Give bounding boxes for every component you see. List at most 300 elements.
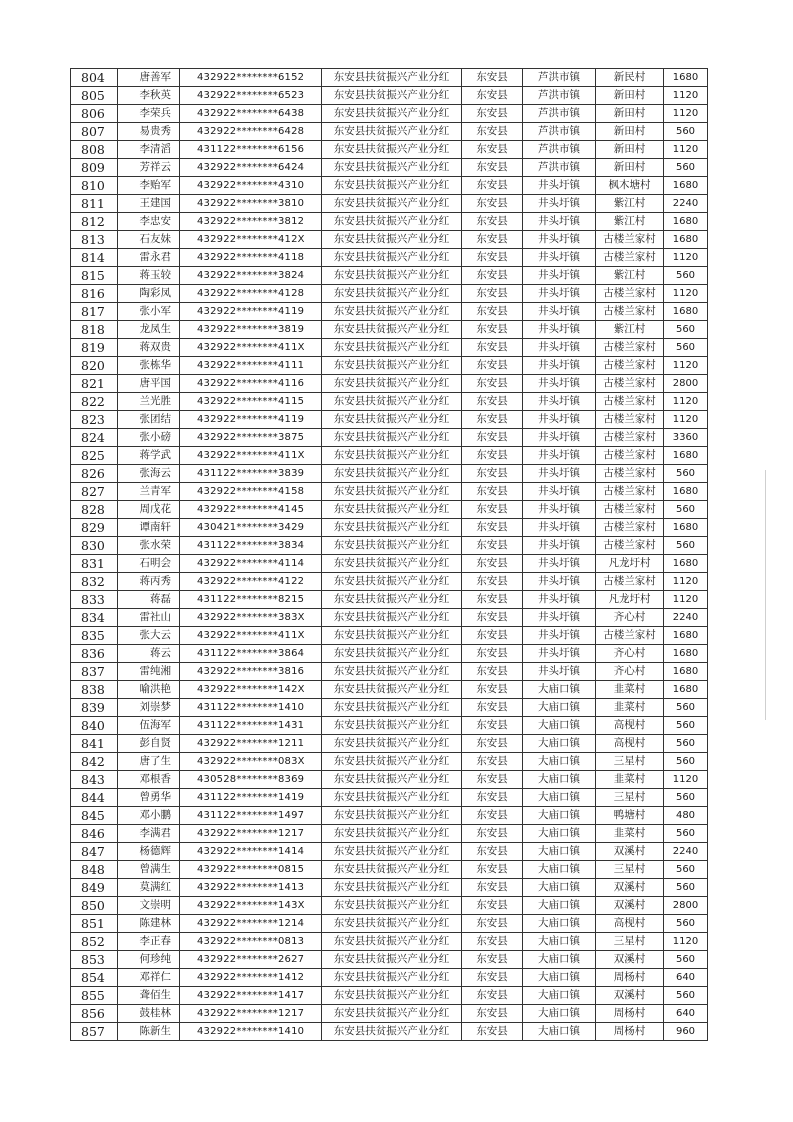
- town-name: 芦洪市镇: [523, 123, 596, 141]
- town-name: 大庙口镇: [523, 879, 596, 897]
- county-name: 东安县: [462, 609, 523, 627]
- county-name: 东安县: [462, 267, 523, 285]
- id-number: 432922********083X: [180, 753, 322, 771]
- amount: 560: [664, 699, 708, 717]
- town-name: 大庙口镇: [523, 825, 596, 843]
- county-name: 东安县: [462, 825, 523, 843]
- county-name: 东安县: [462, 321, 523, 339]
- county-name: 东安县: [462, 969, 523, 987]
- id-number: 432922********3819: [180, 321, 322, 339]
- town-name: 大庙口镇: [523, 861, 596, 879]
- amount: 1120: [664, 933, 708, 951]
- id-number: 430528********8369: [180, 771, 322, 789]
- table-row: [71, 249, 708, 267]
- village-name: 三星村: [596, 933, 664, 951]
- person-name: 曾满生: [118, 861, 180, 879]
- table-row: [71, 87, 708, 105]
- id-number: 431122********8215: [180, 591, 322, 609]
- town-name: 井头圩镇: [523, 231, 596, 249]
- town-name: 大庙口镇: [523, 897, 596, 915]
- row-number: 840: [71, 717, 118, 735]
- row-number: 811: [71, 195, 118, 213]
- town-name: 芦洪市镇: [523, 105, 596, 123]
- row-number: 830: [71, 537, 118, 555]
- id-number: 431122********1497: [180, 807, 322, 825]
- row-number: 853: [71, 951, 118, 969]
- county-name: 东安县: [462, 717, 523, 735]
- id-number: 432922********411X: [180, 339, 322, 357]
- id-number: 432922********4145: [180, 501, 322, 519]
- project-name: 东安县扶贫振兴产业分红: [322, 969, 462, 987]
- id-number: 432922********4310: [180, 177, 322, 195]
- person-name: 邓小鹏: [118, 807, 180, 825]
- row-number: 833: [71, 591, 118, 609]
- county-name: 东安县: [462, 177, 523, 195]
- project-name: 东安县扶贫振兴产业分红: [322, 699, 462, 717]
- amount: 560: [664, 951, 708, 969]
- row-number: 852: [71, 933, 118, 951]
- id-number: 432922********3812: [180, 213, 322, 231]
- id-number: 432922********6428: [180, 123, 322, 141]
- town-name: 大庙口镇: [523, 789, 596, 807]
- county-name: 东安县: [462, 951, 523, 969]
- amount: 560: [664, 501, 708, 519]
- village-name: 紫江村: [596, 213, 664, 231]
- table-row: [71, 951, 708, 969]
- amount: 560: [664, 717, 708, 735]
- row-number: 847: [71, 843, 118, 861]
- county-name: 东安县: [462, 69, 523, 87]
- village-name: 双溪村: [596, 879, 664, 897]
- row-number: 844: [71, 789, 118, 807]
- project-name: 东安县扶贫振兴产业分红: [322, 681, 462, 699]
- county-name: 东安县: [462, 537, 523, 555]
- village-name: 双溪村: [596, 951, 664, 969]
- county-name: 东安县: [462, 753, 523, 771]
- project-name: 东安县扶贫振兴产业分红: [322, 573, 462, 591]
- row-number: 828: [71, 501, 118, 519]
- village-name: 鸭塘村: [596, 807, 664, 825]
- county-name: 东安县: [462, 303, 523, 321]
- table-row: [71, 627, 708, 645]
- amount: 1680: [664, 681, 708, 699]
- person-name: 蒋学武: [118, 447, 180, 465]
- amount: 1120: [664, 591, 708, 609]
- row-number: 829: [71, 519, 118, 537]
- county-name: 东安县: [462, 933, 523, 951]
- county-name: 东安县: [462, 447, 523, 465]
- table-row: [71, 69, 708, 87]
- project-name: 东安县扶贫振兴产业分红: [322, 627, 462, 645]
- table-row: [71, 663, 708, 681]
- village-name: 古楼兰家村: [596, 627, 664, 645]
- amount: 640: [664, 969, 708, 987]
- id-number: 432922********1214: [180, 915, 322, 933]
- person-name: 喻洪艳: [118, 681, 180, 699]
- village-name: 新田村: [596, 123, 664, 141]
- person-name: 石明会: [118, 555, 180, 573]
- person-name: 邓祥仁: [118, 969, 180, 987]
- town-name: 井头圩镇: [523, 645, 596, 663]
- person-name: 蒋丙秀: [118, 573, 180, 591]
- row-number: 832: [71, 573, 118, 591]
- town-name: 芦洪市镇: [523, 141, 596, 159]
- person-name: 鼓桂林: [118, 1005, 180, 1023]
- id-number: 431122********1410: [180, 699, 322, 717]
- project-name: 东安县扶贫振兴产业分红: [322, 429, 462, 447]
- county-name: 东安县: [462, 195, 523, 213]
- project-name: 东安县扶贫振兴产业分红: [322, 303, 462, 321]
- town-name: 大庙口镇: [523, 951, 596, 969]
- county-name: 东安县: [462, 681, 523, 699]
- table-row: [71, 321, 708, 339]
- county-name: 东安县: [462, 339, 523, 357]
- village-name: 双溪村: [596, 843, 664, 861]
- row-number: 821: [71, 375, 118, 393]
- row-number: 813: [71, 231, 118, 249]
- row-number: 810: [71, 177, 118, 195]
- town-name: 大庙口镇: [523, 681, 596, 699]
- village-name: 古楼兰家村: [596, 303, 664, 321]
- village-name: 齐心村: [596, 609, 664, 627]
- row-number: 827: [71, 483, 118, 501]
- person-name: 兰青军: [118, 483, 180, 501]
- county-name: 东安县: [462, 213, 523, 231]
- id-number: 432922********6438: [180, 105, 322, 123]
- town-name: 井头圩镇: [523, 627, 596, 645]
- village-name: 古楼兰家村: [596, 501, 664, 519]
- town-name: 井头圩镇: [523, 555, 596, 573]
- row-number: 849: [71, 879, 118, 897]
- village-name: 三星村: [596, 861, 664, 879]
- table-row: [71, 429, 708, 447]
- county-name: 东安县: [462, 843, 523, 861]
- person-name: 蒋玉较: [118, 267, 180, 285]
- row-number: 841: [71, 735, 118, 753]
- project-name: 东安县扶贫振兴产业分红: [322, 753, 462, 771]
- village-name: 古楼兰家村: [596, 429, 664, 447]
- table-row: [71, 609, 708, 627]
- county-name: 东安县: [462, 987, 523, 1005]
- town-name: 大庙口镇: [523, 1005, 596, 1023]
- table-row: [71, 501, 708, 519]
- county-name: 东安县: [462, 591, 523, 609]
- project-name: 东安县扶贫振兴产业分红: [322, 393, 462, 411]
- id-number: 432922********411X: [180, 447, 322, 465]
- id-number: 431122********3834: [180, 537, 322, 555]
- person-name: 雷社山: [118, 609, 180, 627]
- town-name: 井头圩镇: [523, 303, 596, 321]
- amount: 560: [664, 321, 708, 339]
- county-name: 东安县: [462, 483, 523, 501]
- town-name: 大庙口镇: [523, 807, 596, 825]
- county-name: 东安县: [462, 357, 523, 375]
- row-number: 804: [71, 69, 118, 87]
- person-name: 陶彩凤: [118, 285, 180, 303]
- id-number: 431122********3864: [180, 645, 322, 663]
- village-name: 韭菜村: [596, 771, 664, 789]
- project-name: 东安县扶贫振兴产业分红: [322, 771, 462, 789]
- village-name: 韭菜村: [596, 825, 664, 843]
- table-row: [71, 1005, 708, 1023]
- village-name: 新田村: [596, 105, 664, 123]
- village-name: 古楼兰家村: [596, 537, 664, 555]
- id-number: 432922********4122: [180, 573, 322, 591]
- row-number: 814: [71, 249, 118, 267]
- table-row: [71, 753, 708, 771]
- town-name: 井头圩镇: [523, 339, 596, 357]
- row-number: 839: [71, 699, 118, 717]
- id-number: 432922********3810: [180, 195, 322, 213]
- village-name: 新田村: [596, 159, 664, 177]
- project-name: 东安县扶贫振兴产业分红: [322, 897, 462, 915]
- id-number: 432922********4111: [180, 357, 322, 375]
- id-number: 432922********4128: [180, 285, 322, 303]
- town-name: 井头圩镇: [523, 393, 596, 411]
- person-name: 李清滔: [118, 141, 180, 159]
- project-name: 东安县扶贫振兴产业分红: [322, 1023, 462, 1041]
- village-name: 古楼兰家村: [596, 411, 664, 429]
- village-name: 韭菜村: [596, 699, 664, 717]
- county-name: 东安县: [462, 123, 523, 141]
- project-name: 东安县扶贫振兴产业分红: [322, 267, 462, 285]
- town-name: 芦洪市镇: [523, 159, 596, 177]
- town-name: 大庙口镇: [523, 969, 596, 987]
- amount: 1680: [664, 69, 708, 87]
- table-row: [71, 807, 708, 825]
- amount: 1120: [664, 411, 708, 429]
- amount: 1680: [664, 645, 708, 663]
- amount: 1680: [664, 483, 708, 501]
- village-name: 齐心村: [596, 663, 664, 681]
- person-name: 雷纯湘: [118, 663, 180, 681]
- village-name: 高枧村: [596, 915, 664, 933]
- person-name: 蒋云: [118, 645, 180, 663]
- id-number: 432922********1410: [180, 1023, 322, 1041]
- person-name: 张水荣: [118, 537, 180, 555]
- person-name: 李秋英: [118, 87, 180, 105]
- amount: 1120: [664, 141, 708, 159]
- village-name: 古楼兰家村: [596, 249, 664, 267]
- village-name: 古楼兰家村: [596, 519, 664, 537]
- row-number: 854: [71, 969, 118, 987]
- project-name: 东安县扶贫振兴产业分红: [322, 213, 462, 231]
- person-name: 唐善军: [118, 69, 180, 87]
- id-number: 432922********0815: [180, 861, 322, 879]
- row-number: 823: [71, 411, 118, 429]
- project-name: 东安县扶贫振兴产业分红: [322, 159, 462, 177]
- id-number: 432922********4119: [180, 303, 322, 321]
- county-name: 东安县: [462, 1023, 523, 1041]
- county-name: 东安县: [462, 645, 523, 663]
- town-name: 井头圩镇: [523, 411, 596, 429]
- row-number: 851: [71, 915, 118, 933]
- county-name: 东安县: [462, 897, 523, 915]
- county-name: 东安县: [462, 159, 523, 177]
- project-name: 东安县扶贫振兴产业分红: [322, 339, 462, 357]
- county-name: 东安县: [462, 231, 523, 249]
- project-name: 东安县扶贫振兴产业分红: [322, 465, 462, 483]
- county-name: 东安县: [462, 519, 523, 537]
- id-number: 432922********6424: [180, 159, 322, 177]
- person-name: 张海云: [118, 465, 180, 483]
- amount: 1120: [664, 357, 708, 375]
- id-number: 432922********143X: [180, 897, 322, 915]
- county-name: 东安县: [462, 861, 523, 879]
- village-name: 高枧村: [596, 735, 664, 753]
- row-number: 817: [71, 303, 118, 321]
- row-number: 808: [71, 141, 118, 159]
- person-name: 唐平国: [118, 375, 180, 393]
- village-name: 紫江村: [596, 321, 664, 339]
- project-name: 东安县扶贫振兴产业分红: [322, 483, 462, 501]
- person-name: 张团结: [118, 411, 180, 429]
- project-name: 东安县扶贫振兴产业分红: [322, 537, 462, 555]
- amount: 1120: [664, 87, 708, 105]
- row-number: 812: [71, 213, 118, 231]
- person-name: 雷永君: [118, 249, 180, 267]
- amount: 640: [664, 1005, 708, 1023]
- town-name: 井头圩镇: [523, 429, 596, 447]
- row-number: 845: [71, 807, 118, 825]
- id-number: 432922********4115: [180, 393, 322, 411]
- amount: 560: [664, 735, 708, 753]
- table-row: [71, 267, 708, 285]
- person-name: 芳祥云: [118, 159, 180, 177]
- person-name: 周戊花: [118, 501, 180, 519]
- project-name: 东安县扶贫振兴产业分红: [322, 141, 462, 159]
- person-name: 李忠安: [118, 213, 180, 231]
- project-name: 东安县扶贫振兴产业分红: [322, 375, 462, 393]
- amount: 1120: [664, 285, 708, 303]
- row-number: 822: [71, 393, 118, 411]
- table-row: [71, 105, 708, 123]
- person-name: 石友妹: [118, 231, 180, 249]
- row-number: 848: [71, 861, 118, 879]
- project-name: 东安县扶贫振兴产业分红: [322, 825, 462, 843]
- scan-edge-line: [765, 470, 766, 720]
- county-name: 东安县: [462, 285, 523, 303]
- id-number: 431122********1419: [180, 789, 322, 807]
- amount: 1120: [664, 249, 708, 267]
- town-name: 井头圩镇: [523, 249, 596, 267]
- amount: 2240: [664, 195, 708, 213]
- row-number: 820: [71, 357, 118, 375]
- village-name: 古楼兰家村: [596, 465, 664, 483]
- id-number: 432922********1412: [180, 969, 322, 987]
- id-number: 432922********411X: [180, 627, 322, 645]
- id-number: 432922********1211: [180, 735, 322, 753]
- person-name: 张栋华: [118, 357, 180, 375]
- project-name: 东安县扶贫振兴产业分红: [322, 645, 462, 663]
- id-number: 432922********1217: [180, 825, 322, 843]
- town-name: 井头圩镇: [523, 465, 596, 483]
- project-name: 东安县扶贫振兴产业分红: [322, 717, 462, 735]
- village-name: 古楼兰家村: [596, 483, 664, 501]
- county-name: 东安县: [462, 1005, 523, 1023]
- row-number: 831: [71, 555, 118, 573]
- amount: 560: [664, 159, 708, 177]
- table-row: [71, 681, 708, 699]
- table-row: [71, 573, 708, 591]
- project-name: 东安县扶贫振兴产业分红: [322, 987, 462, 1005]
- town-name: 井头圩镇: [523, 663, 596, 681]
- table-row: [71, 771, 708, 789]
- table-row: [71, 1023, 708, 1041]
- project-name: 东安县扶贫振兴产业分红: [322, 861, 462, 879]
- village-name: 周杨村: [596, 1023, 664, 1041]
- village-name: 新田村: [596, 141, 664, 159]
- row-number: 815: [71, 267, 118, 285]
- table-row: [71, 411, 708, 429]
- amount: 560: [664, 987, 708, 1005]
- town-name: 大庙口镇: [523, 753, 596, 771]
- row-number: 824: [71, 429, 118, 447]
- village-name: 双溪村: [596, 897, 664, 915]
- table-row: [71, 735, 708, 753]
- town-name: 芦洪市镇: [523, 69, 596, 87]
- table-row: [71, 447, 708, 465]
- id-number: 432922********6152: [180, 69, 322, 87]
- row-number: 842: [71, 753, 118, 771]
- project-name: 东安县扶贫振兴产业分红: [322, 87, 462, 105]
- county-name: 东安县: [462, 141, 523, 159]
- village-name: 古楼兰家村: [596, 285, 664, 303]
- table-row: [71, 393, 708, 411]
- project-name: 东安县扶贫振兴产业分红: [322, 879, 462, 897]
- town-name: 井头圩镇: [523, 519, 596, 537]
- id-number: 432922********2627: [180, 951, 322, 969]
- village-name: 古楼兰家村: [596, 357, 664, 375]
- town-name: 大庙口镇: [523, 1023, 596, 1041]
- project-name: 东安县扶贫振兴产业分红: [322, 105, 462, 123]
- id-number: 432922********383X: [180, 609, 322, 627]
- town-name: 井头圩镇: [523, 537, 596, 555]
- village-name: 枫木塘村: [596, 177, 664, 195]
- row-number: 806: [71, 105, 118, 123]
- county-name: 东安县: [462, 699, 523, 717]
- amount: 560: [664, 753, 708, 771]
- amount: 2800: [664, 897, 708, 915]
- village-name: 紫江村: [596, 195, 664, 213]
- town-name: 井头圩镇: [523, 447, 596, 465]
- row-number: 837: [71, 663, 118, 681]
- town-name: 井头圩镇: [523, 267, 596, 285]
- village-name: 古楼兰家村: [596, 231, 664, 249]
- id-number: 432922********0813: [180, 933, 322, 951]
- town-name: 井头圩镇: [523, 591, 596, 609]
- village-name: 古楼兰家村: [596, 375, 664, 393]
- person-name: 蒋双贵: [118, 339, 180, 357]
- table-row: [71, 789, 708, 807]
- row-number: 818: [71, 321, 118, 339]
- amount: 560: [664, 789, 708, 807]
- county-name: 东安县: [462, 501, 523, 519]
- town-name: 大庙口镇: [523, 987, 596, 1005]
- person-name: 张小磅: [118, 429, 180, 447]
- row-number: 807: [71, 123, 118, 141]
- project-name: 东安县扶贫振兴产业分红: [322, 735, 462, 753]
- id-number: 432922********3824: [180, 267, 322, 285]
- person-name: 伍海军: [118, 717, 180, 735]
- town-name: 大庙口镇: [523, 699, 596, 717]
- county-name: 东安县: [462, 411, 523, 429]
- table-row: [71, 339, 708, 357]
- project-name: 东安县扶贫振兴产业分红: [322, 447, 462, 465]
- table-row: [71, 375, 708, 393]
- project-name: 东安县扶贫振兴产业分红: [322, 177, 462, 195]
- project-name: 东安县扶贫振兴产业分红: [322, 357, 462, 375]
